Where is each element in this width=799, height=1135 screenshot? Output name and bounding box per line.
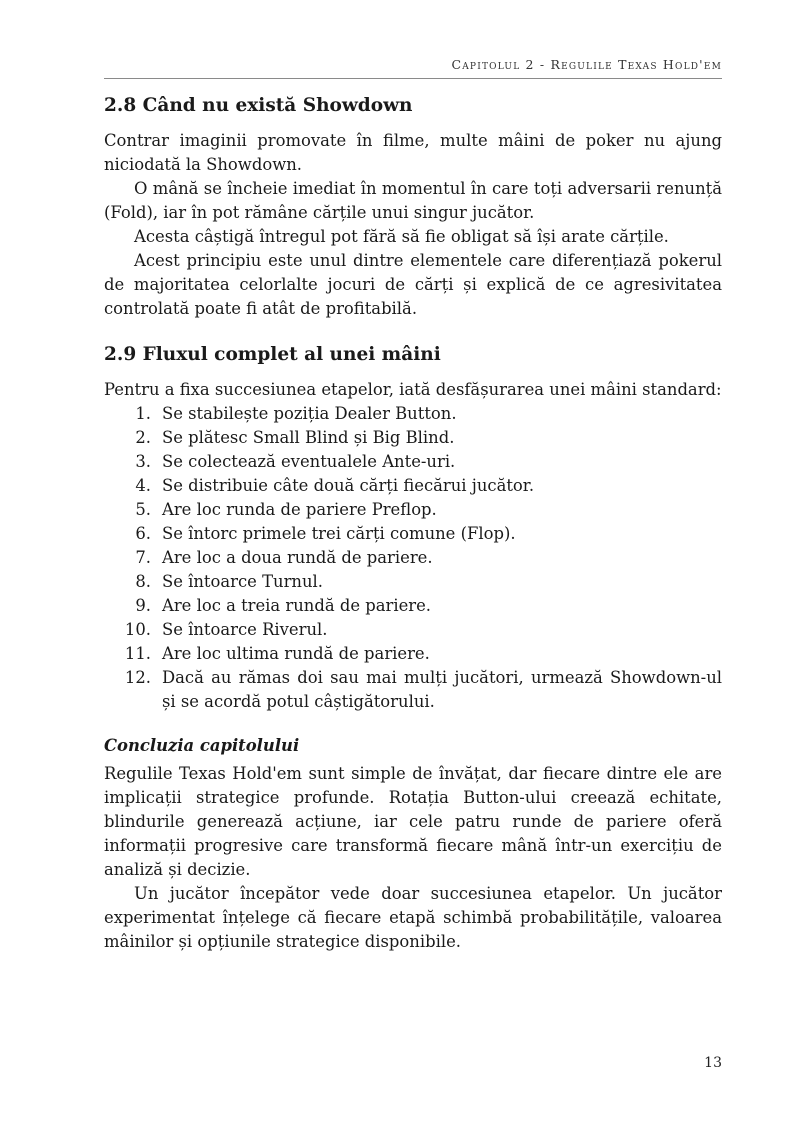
- list-item: [104, 426, 722, 450]
- section-heading: 2.8 Când nu există Showdown: [104, 95, 413, 116]
- list-item: [104, 474, 722, 498]
- list-item: [104, 498, 722, 522]
- paragraph: Regulile Texas Hold'em sunt simple de învățat, dar fiecare dintre ele are implicații strategice profunde. Rotația Button-ului creează echitate, blindurile generează acțiune, iar cele patru runde de pariere oferă informații progresive care transformă fiecare mână într-un exercițiu de analiză și decizie.: [104, 764, 722, 879]
- list-number: 10.: [124, 620, 151, 639]
- list-text: Se colectează eventualele Ante-uri.: [162, 452, 456, 471]
- list-text: Are loc ultima rundă de pariere.: [162, 644, 430, 663]
- paragraph: Acest principiu este unul dintre elementele care diferențiază pokerul de majoritatea celorlalte jocuri de cărți și explică de ce agresivitatea controlată poate fi atât de profitabilă.: [104, 251, 722, 318]
- list-item: [104, 618, 722, 642]
- page-number: 13: [704, 1055, 722, 1071]
- page-content: [104, 93, 722, 954]
- paragraph: O mână se încheie imediat în momentul în care toți adversarii renunță (Fold), iar în pot rămâne cărțile unui singur jucător.: [104, 179, 722, 222]
- list-number: 5.: [135, 500, 151, 519]
- conclusion-heading: Concluzia capitolului: [104, 736, 300, 755]
- list-text: Dacă au rămas doi sau mai mulți jucători, urmează Showdown-ul și se acordă potul câștigătorului.: [162, 668, 722, 711]
- list-number: 1.: [135, 404, 151, 423]
- paragraph: Pentru a fixa succesiunea etapelor, iată desfășurarea unei mâini standard:: [104, 380, 722, 399]
- section-2-8: [104, 93, 722, 321]
- list-number: 6.: [135, 524, 151, 543]
- list-text: Se distribuie câte două cărți fiecărui jucător.: [162, 476, 535, 495]
- running-header: Capitolul 2 - Regulile Texas Hold'em: [451, 57, 722, 72]
- list-item: [104, 522, 722, 546]
- list-item: [104, 450, 722, 474]
- list-text: Se întorc primele trei cărți comune (Flop).: [162, 524, 516, 543]
- list-number: 2.: [135, 428, 151, 447]
- paragraph: Contrar imaginii promovate în filme, multe mâini de poker nu ajung niciodată la Showdown.: [104, 131, 722, 174]
- list-item: [104, 402, 722, 426]
- list-number: 3.: [135, 452, 151, 471]
- steps-list: [104, 402, 722, 714]
- list-item: [104, 546, 722, 570]
- list-text: Se stabilește poziția Dealer Button.: [162, 404, 457, 423]
- list-text: Se plătesc Small Blind și Big Blind.: [162, 428, 455, 447]
- section-heading: 2.9 Fluxul complet al unei mâini: [104, 344, 441, 365]
- paragraph: Acesta câștigă întregul pot fără să fie obligat să își arate cărțile.: [134, 227, 669, 246]
- list-text: Se întoarce Turnul.: [162, 572, 323, 591]
- list-item: [104, 594, 722, 618]
- list-number: 12.: [124, 668, 151, 687]
- list-text: Are loc a doua rundă de pariere.: [162, 548, 433, 567]
- section-2-9: [104, 342, 722, 714]
- list-number: 9.: [135, 596, 151, 615]
- list-item: [104, 642, 722, 666]
- list-number: 4.: [135, 476, 151, 495]
- list-text: Are loc a treia rundă de pariere.: [162, 596, 432, 615]
- list-number: 11.: [124, 644, 151, 663]
- list-number: 8.: [135, 572, 151, 591]
- list-item: [104, 570, 722, 594]
- header-rule: [104, 78, 722, 79]
- list-text: Are loc runda de pariere Preflop.: [162, 500, 437, 519]
- chapter-conclusion: [104, 734, 722, 954]
- list-number: 7.: [135, 548, 151, 567]
- list-item: [104, 666, 722, 714]
- list-text: Se întoarce Riverul.: [162, 620, 328, 639]
- paragraph: Un jucător începător vede doar succesiunea etapelor. Un jucător experimentat înțelege că fiecare etapă schimbă probabilitățile, valoarea mâinilor și opțiunile strategice disponibile.: [104, 884, 722, 951]
